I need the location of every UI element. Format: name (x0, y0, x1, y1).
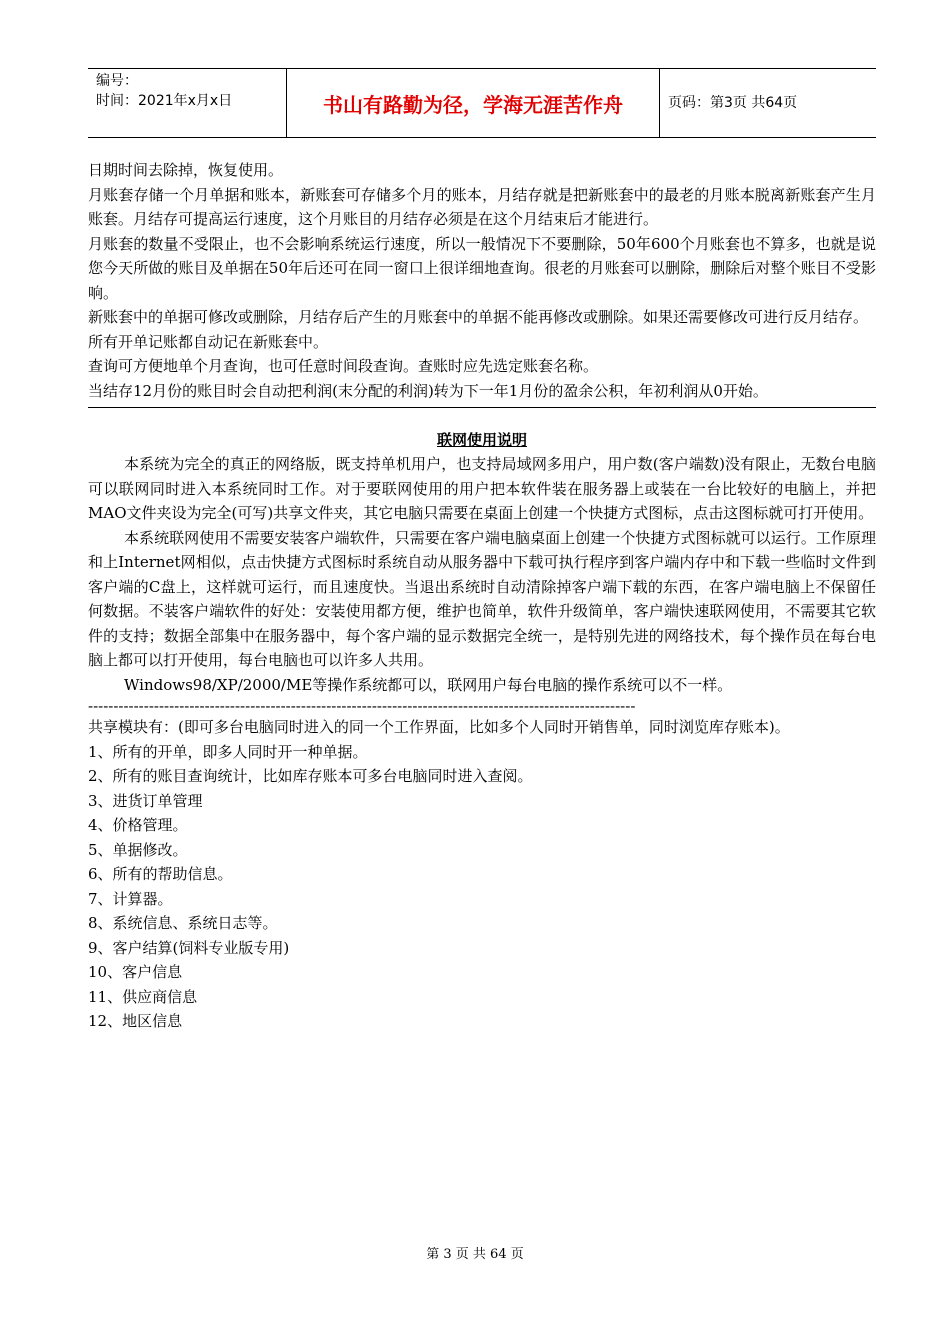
header-meta (96, 71, 284, 111)
paragraph: 新账套中的单据可修改或删除，月结存后产生的月账套中的单据不能再修改或删除。如果还需要修改可进行反月结存。 (88, 308, 869, 326)
number-label: 编号： (96, 73, 138, 89)
paragraph: 日期时间去除掉，恢复使用。 (88, 161, 284, 179)
list-item: 9、客户结算(饲料专业版专用) (88, 938, 290, 957)
list-item: 6、所有的帮助信息。 (88, 865, 233, 883)
paragraph: 查询可方便地单个月查询，也可任意时间段查询。查账时应先选定账套名称。 (88, 357, 599, 375)
page-footer: 第 3 页 共 64 页 (426, 1247, 524, 1262)
paragraph: 月账套存储一个月单据和账本，新账套可存储多个月的账本，月结存就是把新账套中的最老的月账本脱离新账套产生月账套。月结存可提高运行速度，这个月账目的月结存必须是在这个月结束后才能进行。 (88, 185, 876, 228)
list-item: 3、进货订单管理 (88, 791, 203, 810)
paragraph: 本系统为完全的真正的网络版，既支持单机用户，也支持局域网多用户，用户数(客户端数)没有限止，无数台电脑可以联网同时进入本系统同时工作。对于要联网使用的用户把本软件装在服务器上或装在一台比较好的电脑上，并把MAO文件夹设为完全(可写)共享文件夹，其它电脑只需要在桌面上创建一个快捷方式图标，点击这图标就可打开使用。 (88, 455, 876, 522)
page-header (88, 68, 876, 138)
header-motto: 书山有路勤为径，学海无涯苦作舟 (286, 69, 660, 137)
paragraph: 月账套的数量不受限止，也不会影响系统运行速度，所以一般情况下不要删除，50年600个月账套也不算多，也就是说您今天所做的账目及单据在50年后还可在同一窗口上很详细地查询。很老的月账套可以删除，删除后对整个账目不受影响。 (88, 234, 876, 302)
list-item: 7、计算器。 (88, 889, 173, 908)
list-item: 5、单据修改。 (88, 840, 188, 859)
list-item: 10、客户信息 (88, 963, 183, 981)
list-item: 12、地区信息 (88, 1012, 183, 1030)
paragraph: Windows98/XP/2000/ME等操作系统都可以，联网用户每台电脑的操作系统可以不一样。 (124, 675, 733, 694)
document-body (88, 158, 876, 1034)
section-title: 联网使用说明 (436, 431, 527, 449)
paragraph: 当结存12月份的账目时会自动把利润(末分配的利润)转为下一年1月份的盈余公积，年初利润从0开始。 (88, 381, 768, 400)
shared-modules-intro: 共享模块有：(即可多台电脑同时进入的同一个工作界面，比如多个人同时开销售单，同时浏览库存账本)。 (88, 718, 790, 736)
list-item: 2、所有的账目查询统计，比如库存账本可多台电脑同时进入查阅。 (88, 767, 533, 785)
list-item: 4、价格管理。 (88, 816, 188, 834)
list-item: 11、供应商信息 (88, 987, 198, 1006)
list-item: 1、所有的开单，即多人同时开一种单据。 (88, 742, 368, 761)
header-page-info: 页码：第3页 共64页 (668, 95, 798, 111)
list-item: 8、系统信息、系统日志等。 (88, 914, 278, 932)
paragraph: 所有开单记账都自动记在新账套中。 (88, 332, 329, 351)
divider (88, 407, 876, 408)
paragraph: 本系统联网使用不需要安装客户端软件，只需要在客户端电脑桌面上创建一个快捷方式图标就可以运行。工作原理和上Internet网相似，点击快捷方式图标时系统自动从服务器中下载可执行程序到客户端内存中和下载一些临时文件到客户端的C盘上，这样就可运行，而且速度快。当退出系统时自动清除掉客户端下载的东西，在客户端电脑上不保留任何数据。不装客户端软件的好处：安装使用都方便，维护也简单，软件升级简单，客户端快速联网使用，不需要其它软件的支持；数据全部集中在服务器中，每个客户端的显示数据完全统一，是特别先进的网络技术，每个操作员在每台电脑上都可以打开使用，每台电脑也可以许多人共用。 (88, 528, 876, 669)
dashed-separator: ------------------------------------------------------------------------------------------------------------ (88, 697, 636, 715)
time-label: 时间：2021年x月x日 (96, 93, 233, 109)
